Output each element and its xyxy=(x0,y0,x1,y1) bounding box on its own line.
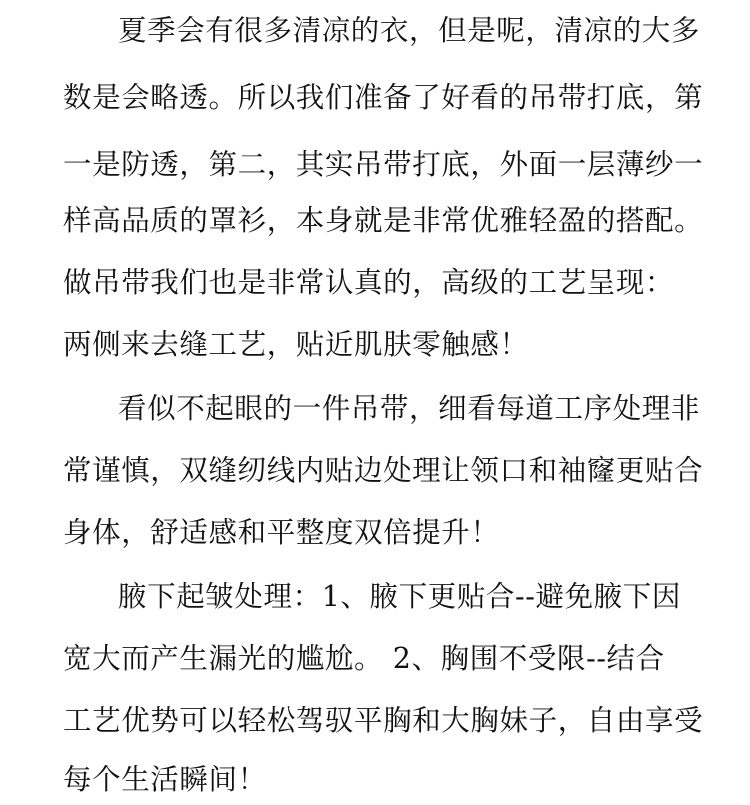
paragraph-2-line-1: 看似不起眼的一件吊带，细看每道工序处理非 xyxy=(118,392,701,425)
paragraph-3-line-3: 工艺优势可以轻松驾驭平胸和大胸妹子，自由享受 xyxy=(63,704,704,737)
paragraph-1-line-2: 数是会略透。所以我们准备了好看的吊带打底，第 xyxy=(63,81,704,114)
paragraph-1-line-5: 做吊带我们也是非常认真的，高级的工艺呈现： xyxy=(63,266,675,299)
paragraph-1-line-1: 夏季会有很多清凉的衣，但是呢，清凉的大多 xyxy=(118,14,701,47)
paragraph-2-line-2: 常谨慎，双缝纫线内贴边处理让领口和袖窿更贴合 xyxy=(63,454,704,487)
paragraph-3-line-4: 每个生活瞬间！ xyxy=(63,763,267,796)
paragraph-1-line-6: 两侧来去缝工艺，贴近肌肤零触感！ xyxy=(63,328,529,361)
paragraph-1-line-3: 一是防透，第二，其实吊带打底，外面一层薄纱一 xyxy=(63,148,704,181)
paragraph-3-line-1: 腋下起皱处理：1、腋下更贴合--避免腋下因 xyxy=(118,580,681,613)
paragraph-1-line-4: 样高品质的罩衫，本身就是非常优雅轻盈的搭配。 xyxy=(63,204,704,237)
paragraph-3-line-2: 宽大而产生漏光的尴尬。 2、胸围不受限--结合 xyxy=(63,642,665,675)
paragraph-2-line-3: 身体，舒适感和平整度双倍提升！ xyxy=(63,516,500,549)
